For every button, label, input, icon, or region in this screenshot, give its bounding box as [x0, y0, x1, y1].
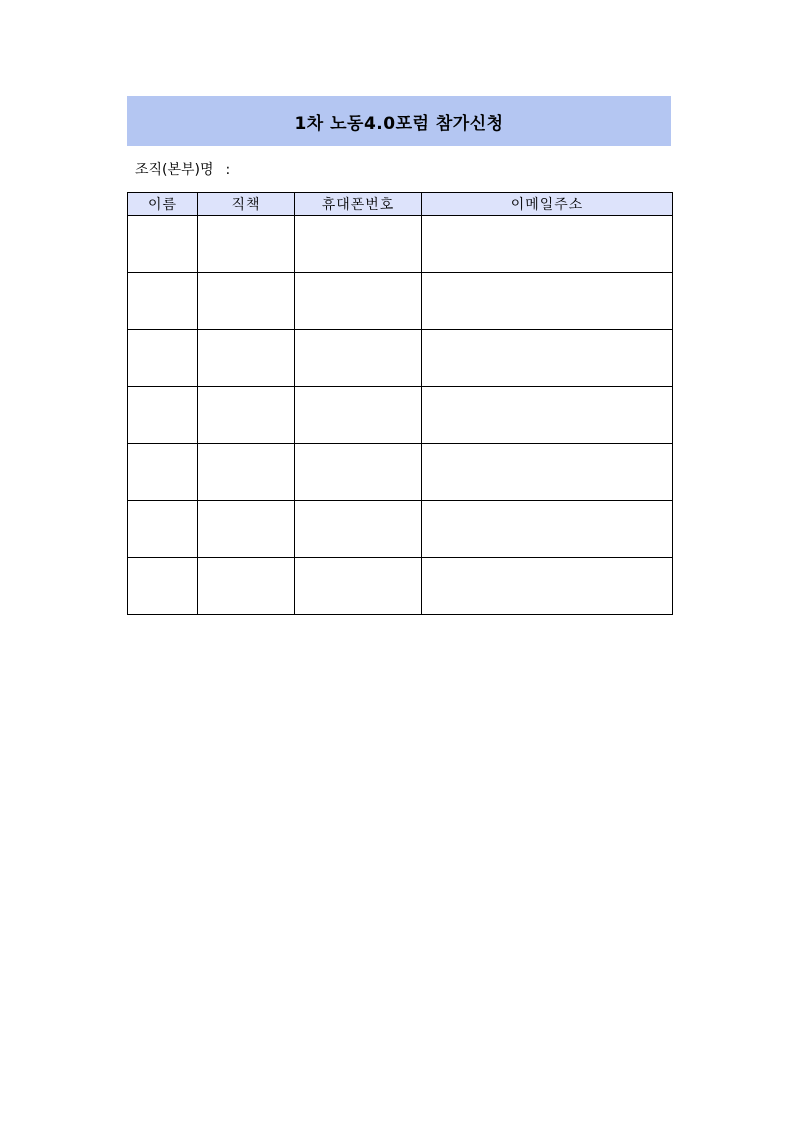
position-cell[interactable] [198, 501, 295, 558]
email-cell[interactable] [422, 558, 673, 615]
phone-cell[interactable] [295, 501, 422, 558]
name-cell[interactable] [128, 216, 198, 273]
phone-cell[interactable] [295, 273, 422, 330]
header-phone: 휴대폰번호 [295, 193, 422, 216]
table-row [128, 330, 673, 387]
name-cell[interactable] [128, 330, 198, 387]
header-row [128, 193, 673, 216]
org-label: 조직(본부)명 [135, 162, 214, 178]
email-cell[interactable] [422, 501, 673, 558]
email-cell[interactable] [422, 330, 673, 387]
email-cell[interactable] [422, 444, 673, 501]
table-row [128, 273, 673, 330]
phone-cell[interactable] [295, 444, 422, 501]
position-cell[interactable] [198, 387, 295, 444]
position-cell[interactable] [198, 558, 295, 615]
table-row [128, 444, 673, 501]
name-cell[interactable] [128, 444, 198, 501]
email-cell[interactable] [422, 216, 673, 273]
position-cell[interactable] [198, 330, 295, 387]
org-colon: : [225, 162, 231, 178]
position-cell[interactable] [198, 216, 295, 273]
position-cell[interactable] [198, 273, 295, 330]
email-cell[interactable] [422, 273, 673, 330]
email-cell[interactable] [422, 387, 673, 444]
table-row [128, 558, 673, 615]
position-cell[interactable] [198, 444, 295, 501]
org-field [135, 159, 230, 179]
phone-cell[interactable] [295, 216, 422, 273]
name-cell[interactable] [128, 387, 198, 444]
header-email: 이메일주소 [422, 193, 673, 216]
phone-cell[interactable] [295, 558, 422, 615]
phone-cell[interactable] [295, 330, 422, 387]
table-row [128, 387, 673, 444]
name-cell[interactable] [128, 501, 198, 558]
table-row [128, 501, 673, 558]
page-title: 1차 노동4.0포럼 참가신청 [294, 113, 504, 134]
header-name: 이름 [128, 193, 198, 216]
name-cell[interactable] [128, 273, 198, 330]
name-cell[interactable] [128, 558, 198, 615]
phone-cell[interactable] [295, 387, 422, 444]
signup-table [127, 192, 673, 615]
title-banner [127, 96, 671, 146]
table-row [128, 216, 673, 273]
header-position: 직책 [198, 193, 295, 216]
